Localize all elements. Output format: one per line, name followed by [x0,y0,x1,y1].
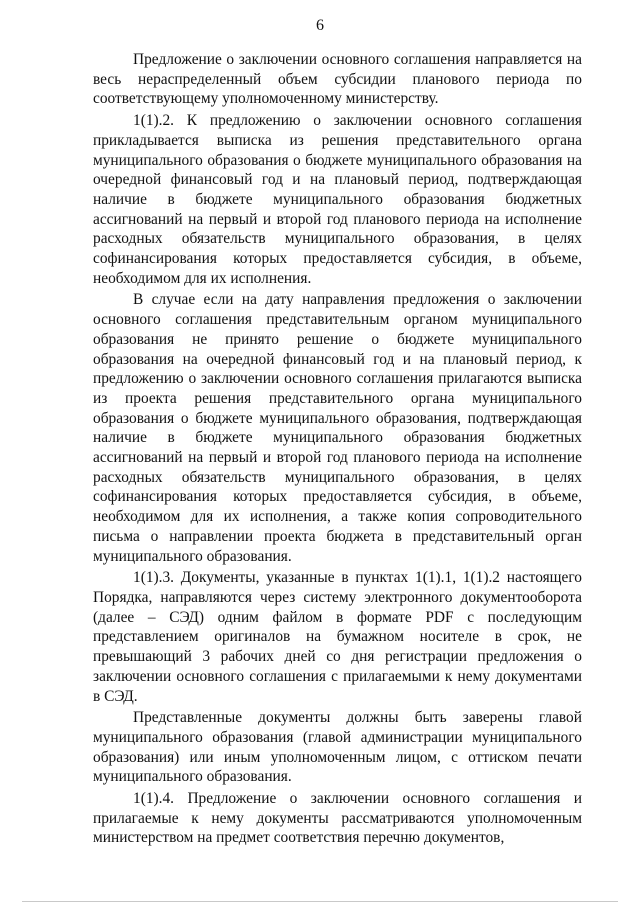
page-number: 6 [316,17,324,34]
page-bottom-divider [22,901,618,902]
paragraph-1: Предложение о заключении основного соглашения направляется на весь нераспределенный объем субсидии планового периода по соответствующему уполномоченному министерству. [93,51,582,108]
paragraph-3: В случае если на дату направления предложения о заключении основного соглашения представительным органом муниципального образования не принято решение о бюджете муниципального образования на очередной финансовый год и на плановый период, к предложению о заключении основного соглашения прилагаются выписка из проекта решения представительного органа муниципального образования о бюджете муниципального образования, подтверждающая наличие в бюджете муниципального образования бюджетных ассигнований на первый и второй год планового периода на исполнение расходных обязательств муниципального образования, в целях софинансирования которых предоставляется субсидия, в объеме, необходимом для их исполнения, а также копия сопроводительного письма о направлении проекта бюджета в представительный орган муниципального образования. [93,291,582,565]
paragraph-6: 1(1).4. Предложение о заключении основного соглашения и прилагаемые к нему документы рассматриваются уполномоченным министерством на предмет соответствия перечню документов, [93,790,582,847]
paragraph-4: 1(1).3. Документы, указанные в пунктах 1(1).1, 1(1).2 настоящего Порядка, направляются через систему электронного документооборота (далее – СЭД) одним файлом в формате PDF с последующим представлением оригиналов на бумажном носителе в срок, не превышающий 3 рабочих дней со дня регистрации предложения о заключении основного соглашения с прилагаемыми к нему документами в СЭД. [93,569,582,705]
paragraph-2: 1(1).2. К предложению о заключении основного соглашения прикладывается выписка из решения представительного органа муниципального образования о бюджете муниципального образования на очередной финансовый год и на плановый период, подтверждающая наличие в бюджете муниципального образования бюджетных ассигнований на первый и второй год планового периода на исполнение расходных обязательств муниципального образования, в целях софинансирования которых предоставляется субсидия, в объеме, необходимом для их исполнения. [93,112,582,287]
paragraph-5: Представленные документы должны быть заверены главой муниципального образования (главой администрации муниципального образования) или иным уполномоченным лицом, с оттиском печати муниципального образования. [93,709,582,786]
